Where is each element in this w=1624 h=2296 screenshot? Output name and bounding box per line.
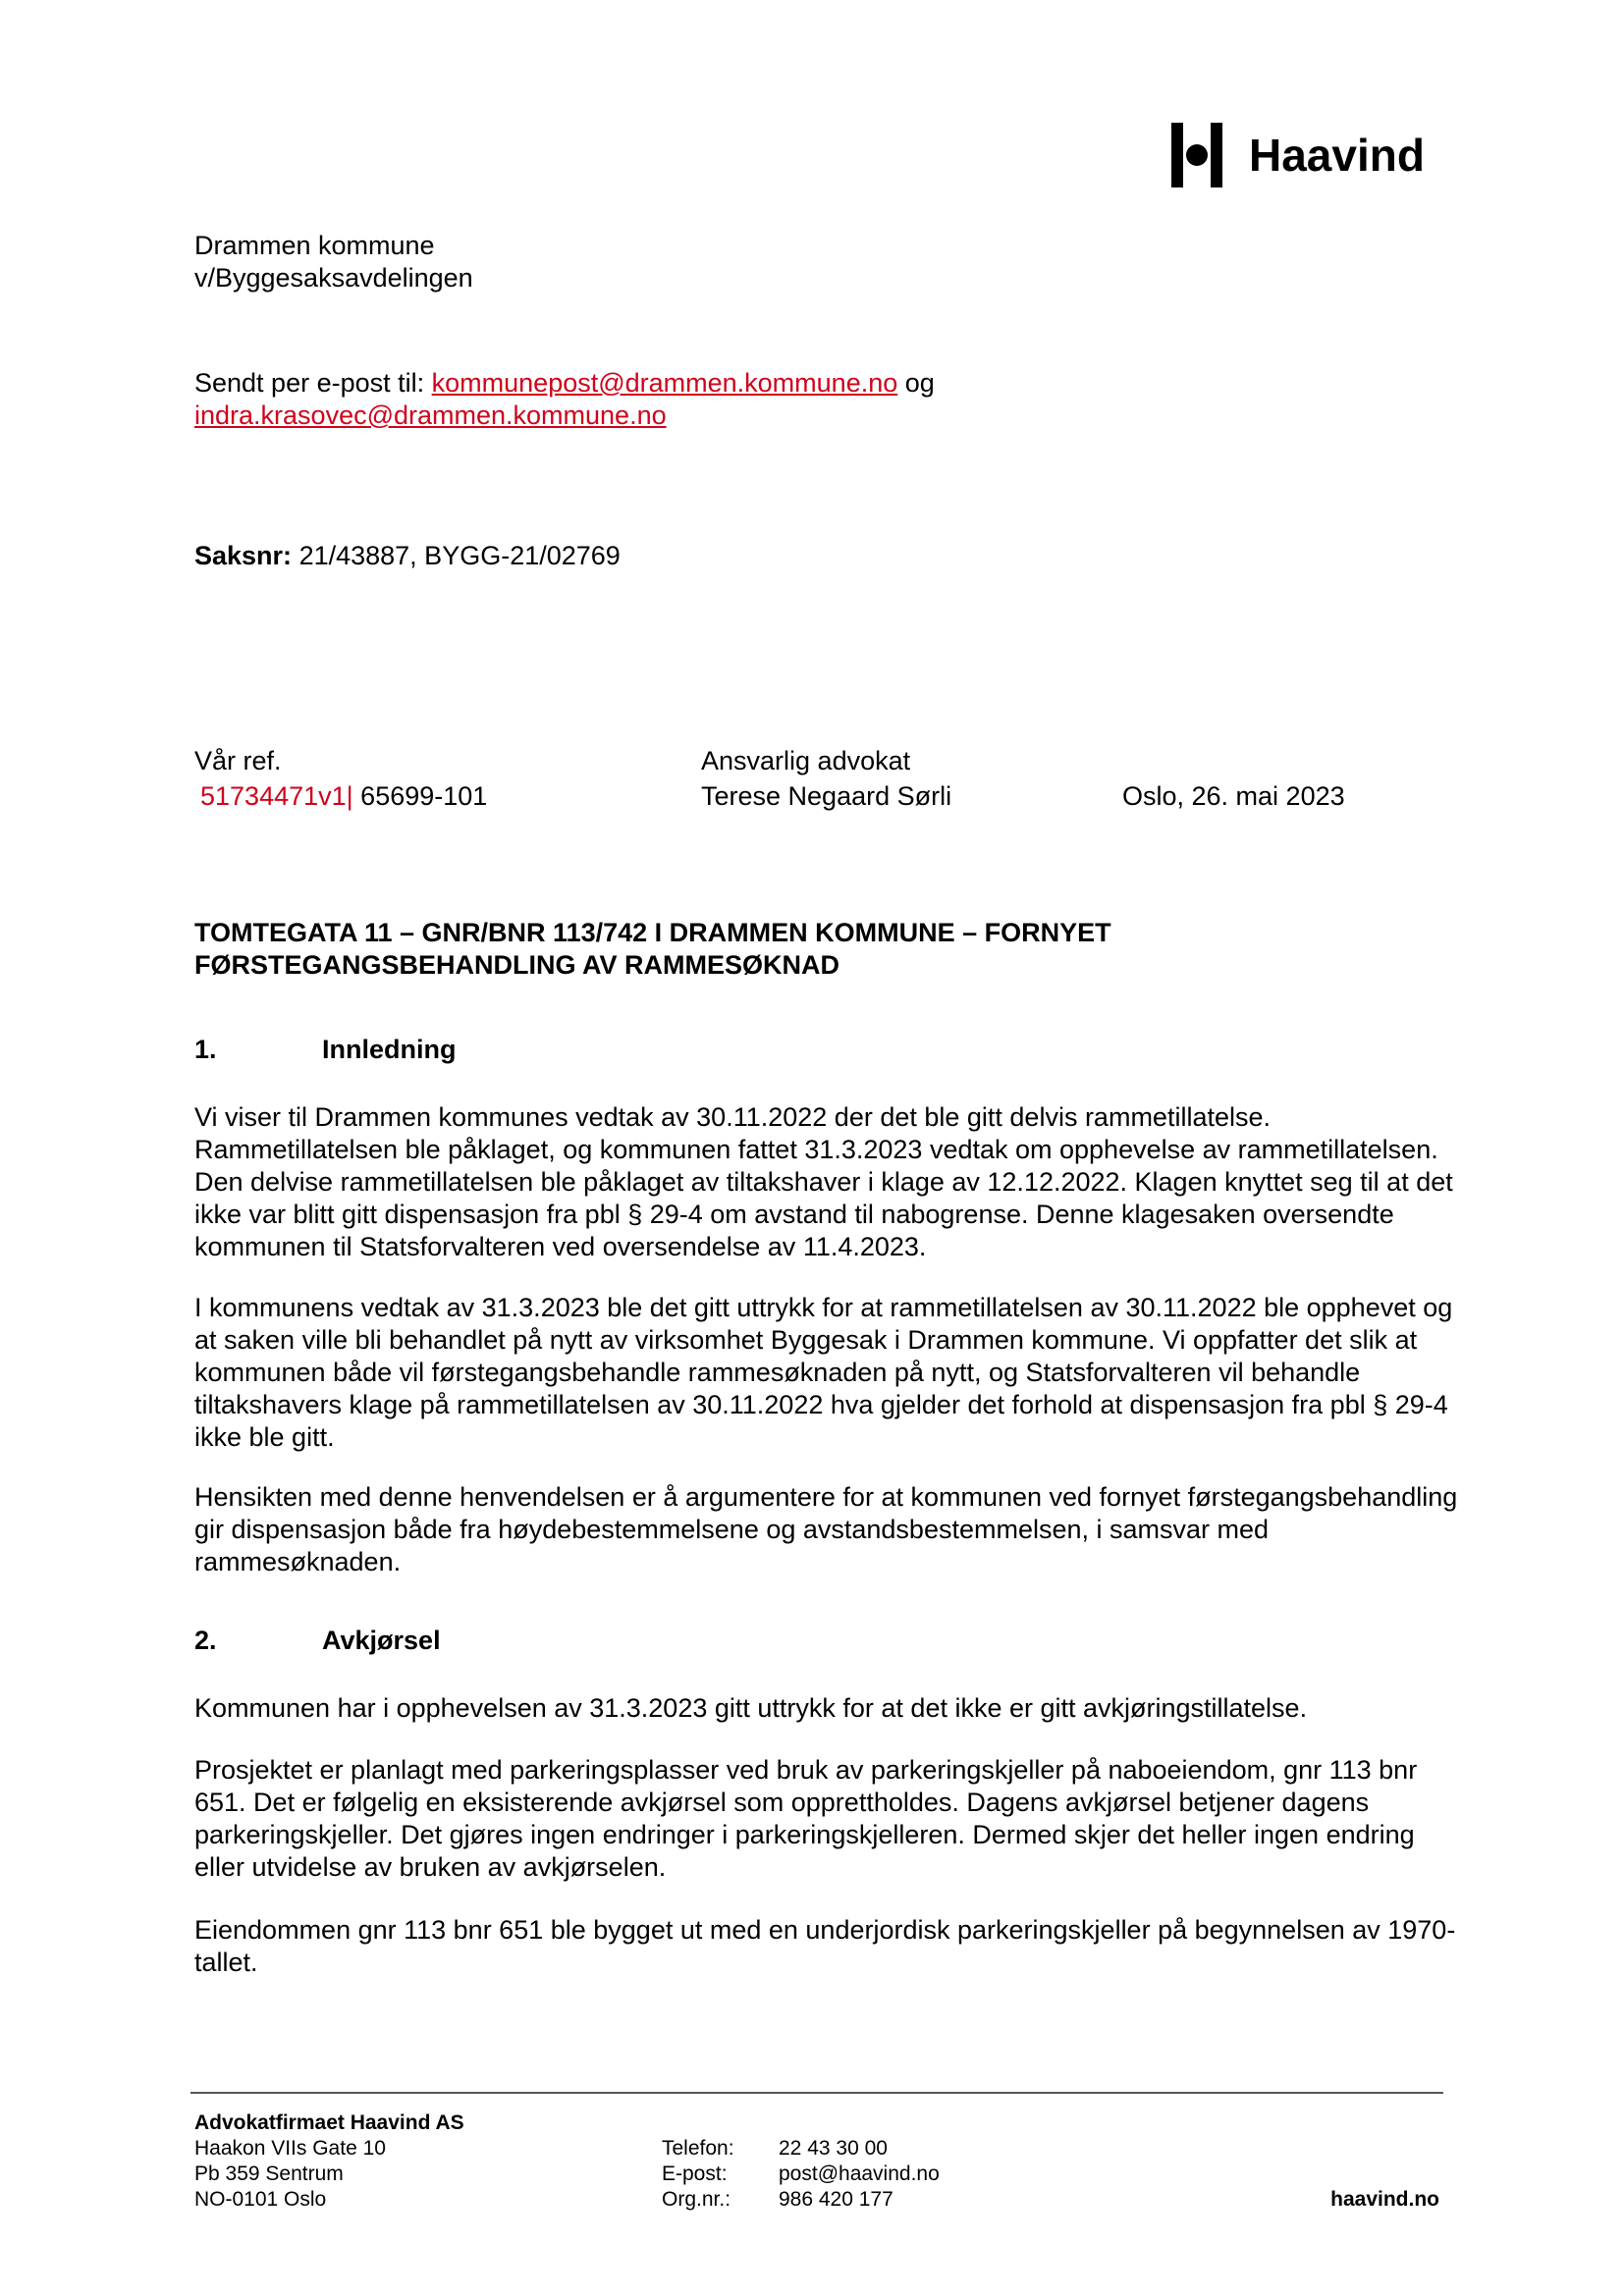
- responsible-lawyer-name: Terese Negaard Sørli: [701, 781, 952, 811]
- footer-website[interactable]: haavind.no: [1330, 2188, 1439, 2211]
- footer-street: Haakon VIIs Gate 10: [194, 2137, 386, 2160]
- footer-email[interactable]: post@haavind.no: [779, 2163, 940, 2185]
- haavind-logo: [1171, 123, 1425, 187]
- logo-wordmark: Haavind: [1249, 130, 1425, 181]
- recipient-department: v/Byggesaksavdelingen: [194, 263, 473, 293]
- footer-org-label: Org.nr.:: [662, 2188, 731, 2211]
- footer-phone[interactable]: 22 43 30 00: [779, 2137, 888, 2160]
- section-heading: [194, 1625, 441, 1657]
- footer-pobox: Pb 359 Sentrum: [194, 2163, 344, 2185]
- email-link-krasovec[interactable]: indra.krasovec@drammen.kommune.no: [194, 400, 667, 430]
- footer-phone-label: Telefon:: [662, 2137, 734, 2160]
- email-link-kommunepost[interactable]: kommunepost@drammen.kommune.no: [431, 368, 898, 398]
- footer-org-number: 986 420 177: [779, 2188, 893, 2211]
- section-title: Innledning: [322, 1035, 457, 1064]
- letter-title-line2: FØRSTEGANGSBEHANDLING AV RAMMESØKNAD: [194, 950, 840, 980]
- haavind-logo-icon: [1171, 123, 1222, 187]
- section-heading: [194, 1034, 456, 1066]
- letter-date: Oslo, 26. mai 2023: [1122, 781, 1345, 811]
- section-number: 1.: [194, 1035, 217, 1064]
- footer-city: NO-0101 Oslo: [194, 2188, 327, 2211]
- letter-title: [194, 917, 1111, 982]
- our-ref-value: [200, 780, 487, 813]
- paragraph: Prosjektet er planlagt med parkeringsplasser ved bruk av parkeringskjeller på naboeiendom, gnr 113 bnr 651. Det er følgelig en eksisterende avkjørsel som opprettholdes. Dagens avkjørsel betjener dagens parkeringskjeller. Det gjøres ingen endringer i parkeringskjelleren. Dermed skjer det heller ingen endring eller utvidelse av bruken av avkjørselen.: [194, 1755, 1418, 1882]
- case-number: [194, 540, 621, 572]
- footer-contact-labels: [662, 2136, 734, 2213]
- footer-contact-values: [779, 2136, 940, 2213]
- footer-divider: [190, 2092, 1443, 2094]
- paragraph: I kommunens vedtak av 31.3.2023 ble det gitt uttrykk for at rammetillatelsen av 30.11.2022 ble opphevet og at saken ville bli behandlet på nytt av virksomhet Byggesak i Drammen kommune. Vi oppfatter det slik at kommunen både vil førstegangsbehandle rammesøknaden på nytt, og Statsforvalteren vil behandle tiltakshavers klage på rammetillatelsen av 30.11.2022 hva gjelder det forhold at dispensasjon fra pbl § 29-4 ikke ble gitt.: [194, 1293, 1453, 1452]
- recipient-block: [194, 230, 473, 294]
- sent-connector: og: [897, 368, 935, 398]
- section-title: Avkjørsel: [322, 1626, 441, 1655]
- case-number-label: Saksnr:: [194, 541, 293, 570]
- paragraph: Hensikten med denne henvendelsen er å argumentere for at kommunen ved fornyet førstegangsbehandling gir dispensasjon både fra høydebestemmelsene og avstandsbestemmelsen, i samsvar med rammesøknaden.: [194, 1482, 1458, 1576]
- footer-email-label: E-post:: [662, 2163, 728, 2185]
- doc-number: 51734471v1|: [200, 781, 353, 811]
- paragraph: Vi viser til Drammen kommunes vedtak av 30.11.2022 der det ble gitt delvis rammetillatelse. Rammetillatelsen ble påklaget, og kommunen fattet 31.3.2023 vedtak om opphevelse av rammetillatelsen. Den delvise rammetillatelsen ble påklaget av tiltakshaver i klage av 12.12.2022. Klagen knyttet seg til at det ikke var blitt gitt dispensasjon fra pbl § 29-4 om avstand til nabogrense. Denne klagesaken oversendte kommunen til Statsforvalteren ved oversendelse av 11.4.2023.: [194, 1102, 1453, 1261]
- matter-number: 65699-101: [352, 781, 488, 811]
- sent-prefix: Sendt per e-post til:: [194, 368, 432, 398]
- recipient-name: Drammen kommune: [194, 231, 435, 260]
- footer-company: Advokatfirmaet Haavind AS: [194, 2111, 464, 2134]
- our-ref-label: Vår ref.: [194, 746, 282, 775]
- paragraph: Kommunen har i opphevelsen av 31.3.2023 gitt uttrykk for at det ikke er gitt avkjøringstillatelse.: [194, 1693, 1308, 1723]
- section-number: 2.: [194, 1626, 217, 1655]
- sent-by-email: [194, 367, 935, 432]
- responsible-lawyer-label: Ansvarlig advokat: [701, 746, 911, 775]
- letter-title-line1: TOMTEGATA 11 – GNR/BNR 113/742 I DRAMMEN KOMMUNE – FORNYET: [194, 918, 1111, 947]
- paragraph: Eiendommen gnr 113 bnr 651 ble bygget ut med en underjordisk parkeringskjeller på begynnelsen av 1970-tallet.: [194, 1915, 1456, 1977]
- case-number-value: 21/43887, BYGG-21/02769: [292, 541, 621, 570]
- footer-address: [194, 2110, 464, 2213]
